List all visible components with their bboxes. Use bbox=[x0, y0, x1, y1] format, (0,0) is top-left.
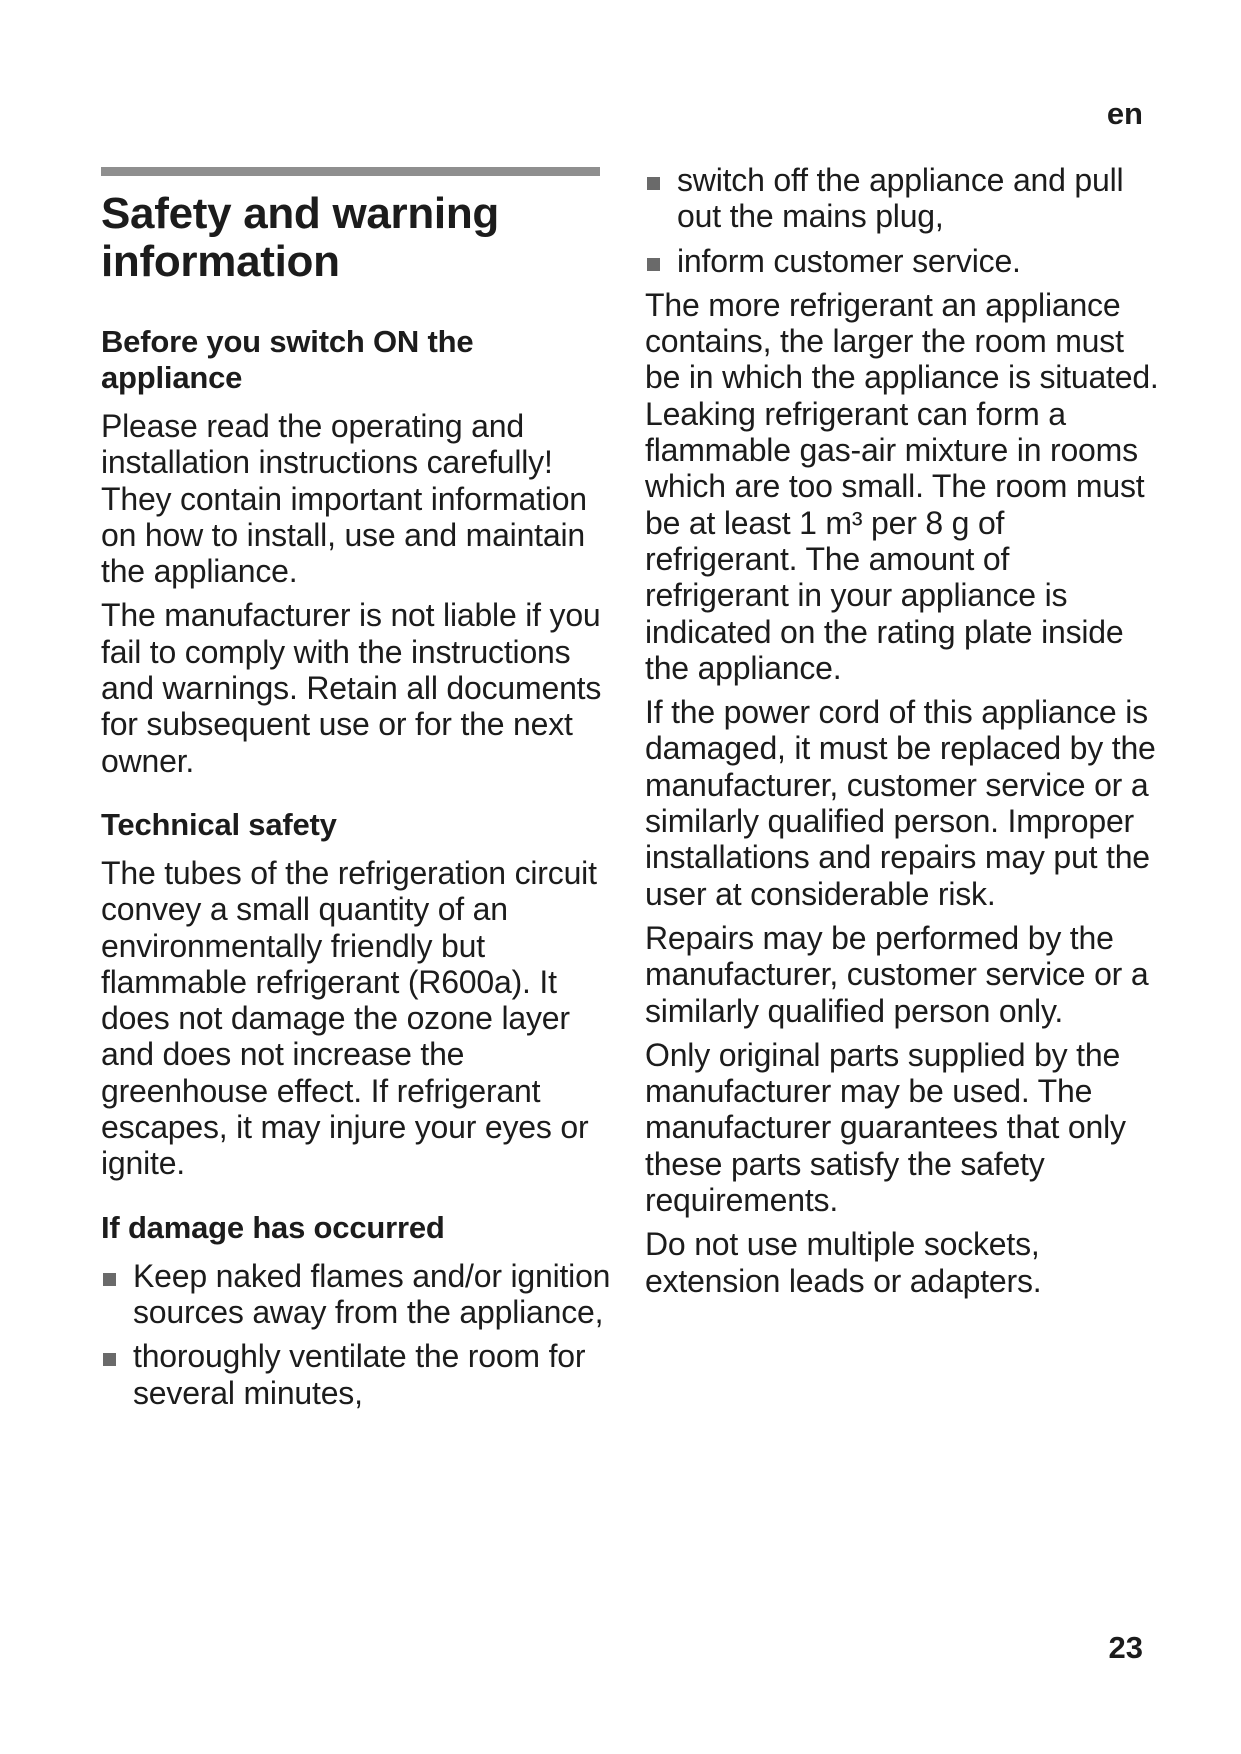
square-bullet-icon bbox=[647, 258, 660, 271]
list-item bbox=[645, 162, 1160, 235]
paragraph: The tubes of the refrigeration circuit convey a small quantity of an environmentally friendly but flammable refrigerant (R600a). It does not damage the ozone layer and does not increase the greenhouse effect. If refrigerant escapes, it may injure your eyes or ignite. bbox=[101, 854, 597, 1182]
page-number: 23 bbox=[1108, 1630, 1143, 1665]
right-column bbox=[645, 162, 1160, 1307]
paragraph: Only original parts supplied by the manufacturer may be used. The manufacturer guarantees that only these parts satisfy the safety requirements. bbox=[645, 1036, 1126, 1219]
section-heading-before-switch-on: Before you switch ON the appliance bbox=[101, 324, 474, 395]
square-bullet-icon bbox=[647, 177, 660, 190]
language-code: en bbox=[1106, 96, 1143, 131]
list-item-text: Keep naked flames and/or ignition sources away from the appliance, bbox=[133, 1257, 611, 1330]
damage-steps-list-continued bbox=[645, 162, 1160, 279]
paragraph: Please read the operating and installation instructions carefully! They contain important information on how to install, use and maintain the appliance. bbox=[101, 408, 587, 590]
list-item bbox=[101, 1338, 616, 1411]
page-title: Safety and warning information bbox=[101, 189, 500, 286]
paragraph: The manufacturer is not liable if you fail to comply with the instructions and warnings. Retain all documents for subsequent use or for the next owner. bbox=[101, 597, 602, 779]
paragraph: Repairs may be performed by the manufacturer, customer service or a similarly qualified person only. bbox=[645, 919, 1149, 1029]
section-heading-if-damage: If damage has occurred bbox=[101, 1209, 445, 1245]
damage-steps-list bbox=[101, 1258, 616, 1411]
list-item-text: switch off the appliance and pull out the mains plug, bbox=[677, 162, 1124, 235]
list-item bbox=[101, 1258, 616, 1331]
list-item-text: inform customer service. bbox=[677, 242, 1021, 279]
list-item bbox=[645, 243, 1160, 279]
left-column bbox=[101, 190, 616, 1419]
paragraph: The more refrigerant an appliance contains, the larger the room must be in which the appliance is situated. Leaking refrigerant can form a flammable gas-air mixture in rooms which are too small. The room must be at least 1 m³ per 8 g of refrigerant. The amount of refrigerant in your appliance is indicated on the rating plate inside the appliance. bbox=[645, 286, 1159, 686]
square-bullet-icon bbox=[103, 1273, 116, 1286]
section-divider-bar bbox=[101, 167, 600, 176]
square-bullet-icon bbox=[103, 1353, 116, 1366]
list-item-text: thoroughly ventilate the room for several minutes, bbox=[133, 1338, 586, 1411]
paragraph: If the power cord of this appliance is damaged, it must be replaced by the manufacturer, customer service or a similarly qualified person. Improper installations and repairs may put the user at considerable risk. bbox=[645, 694, 1156, 912]
section-heading-technical-safety: Technical safety bbox=[101, 806, 337, 842]
paragraph: Do not use multiple sockets, extension leads or adapters. bbox=[645, 1226, 1042, 1299]
